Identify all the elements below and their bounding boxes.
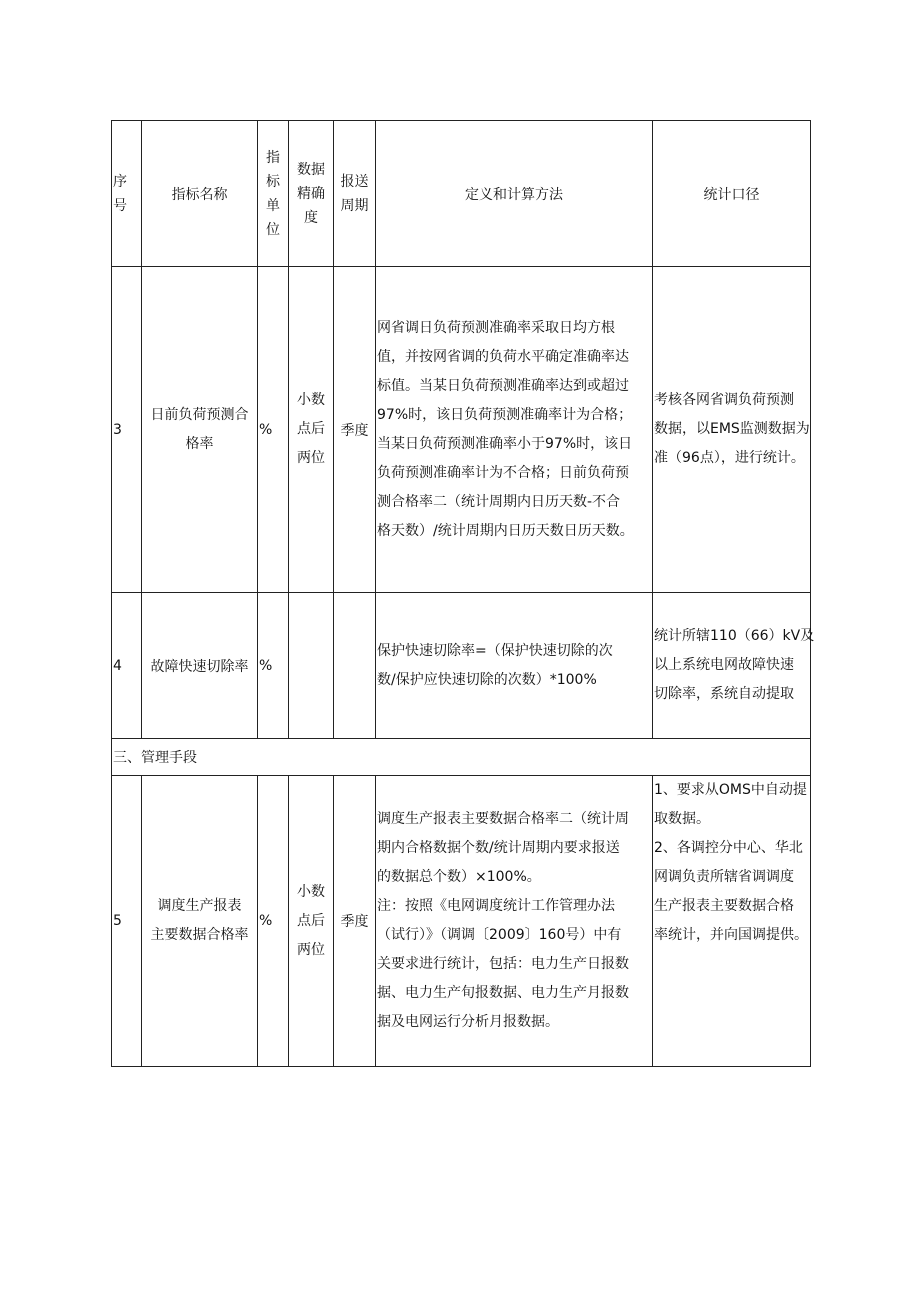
row-seq: 4	[112, 593, 142, 739]
row-precision: 小数 点后 两位	[289, 776, 334, 1067]
row-definition: 保护快速切除率=（保护快速切除的次 数/保护应快速切除的次数）*100%	[376, 593, 653, 739]
row-name: 调度生产报表 主要数据合格率	[142, 776, 258, 1067]
table-row	[112, 267, 811, 593]
row-period: 季度	[334, 267, 376, 593]
row-seq: 3	[112, 267, 142, 593]
table-row	[112, 593, 811, 739]
header-scope: 统计口径	[653, 121, 811, 267]
header-row	[112, 121, 811, 267]
row-precision: 小数 点后 两位	[289, 267, 334, 593]
row-unit: %	[258, 776, 289, 1067]
section-row	[112, 739, 811, 776]
indicator-table	[111, 120, 815, 1067]
row-scope: 统计所辖110（66）kV及 以上系统电网故障快速 切除率，系统自动提取	[653, 593, 811, 739]
row-period	[334, 593, 376, 739]
row-unit: %	[258, 267, 289, 593]
row-period: 季度	[334, 776, 376, 1067]
table-row	[112, 776, 811, 1067]
header-unit: 指 标 单 位	[258, 121, 289, 267]
row-scope: 1、要求从OMS中自动提 取数据。 2、各调控分中心、华北 网调负责所辖省调调度 生产报表主要数据合格 率统计，并向国调提供。	[653, 776, 811, 1067]
header-seq: 序 号	[112, 121, 142, 267]
row-definition: 调度生产报表主要数据合格率二（统计周 期内合格数据个数/统计周期内要求报送 的数据总个数）×100%。 注：按照《电网调度统计工作管理办法 （试行）》（调调〔2009〕160号）中有 关要求进行统计，包括：电力生产日报数 据、电力生产旬报数据、电力生产月报数 据及电网运行分析月报数据。	[376, 776, 653, 1067]
header-definition: 定义和计算方法	[376, 121, 653, 267]
header-precision: 数据 精确 度	[289, 121, 334, 267]
row-scope: 考核各网省调负荷预测 数据，以EMS监测数据为 准（96点），进行统计。	[653, 267, 811, 593]
row-unit: %	[258, 593, 289, 739]
row-definition: 网省调日负荷预测准确率采取日均方根 值，并按网省调的负荷水平确定准确率达 标值。当某日负荷预测准确率达到或超过 97%时，该日负荷预测准确率计为合格； 当某日负荷预测准确率小于97%时，该日 负荷预测准确率计为不合格；日前负荷预 测合格率二（统计周期内日历天数-不合 格天数）/统计周期内日历天数日历天数。	[376, 267, 653, 593]
row-seq: 5	[112, 776, 142, 1067]
row-precision	[289, 593, 334, 739]
row-name: 日前负荷预测合 格率	[142, 267, 258, 593]
section-title: 三、管理手段	[112, 739, 811, 776]
header-name: 指标名称	[142, 121, 258, 267]
header-period: 报送 周期	[334, 121, 376, 267]
row-name: 故障快速切除率	[142, 593, 258, 739]
